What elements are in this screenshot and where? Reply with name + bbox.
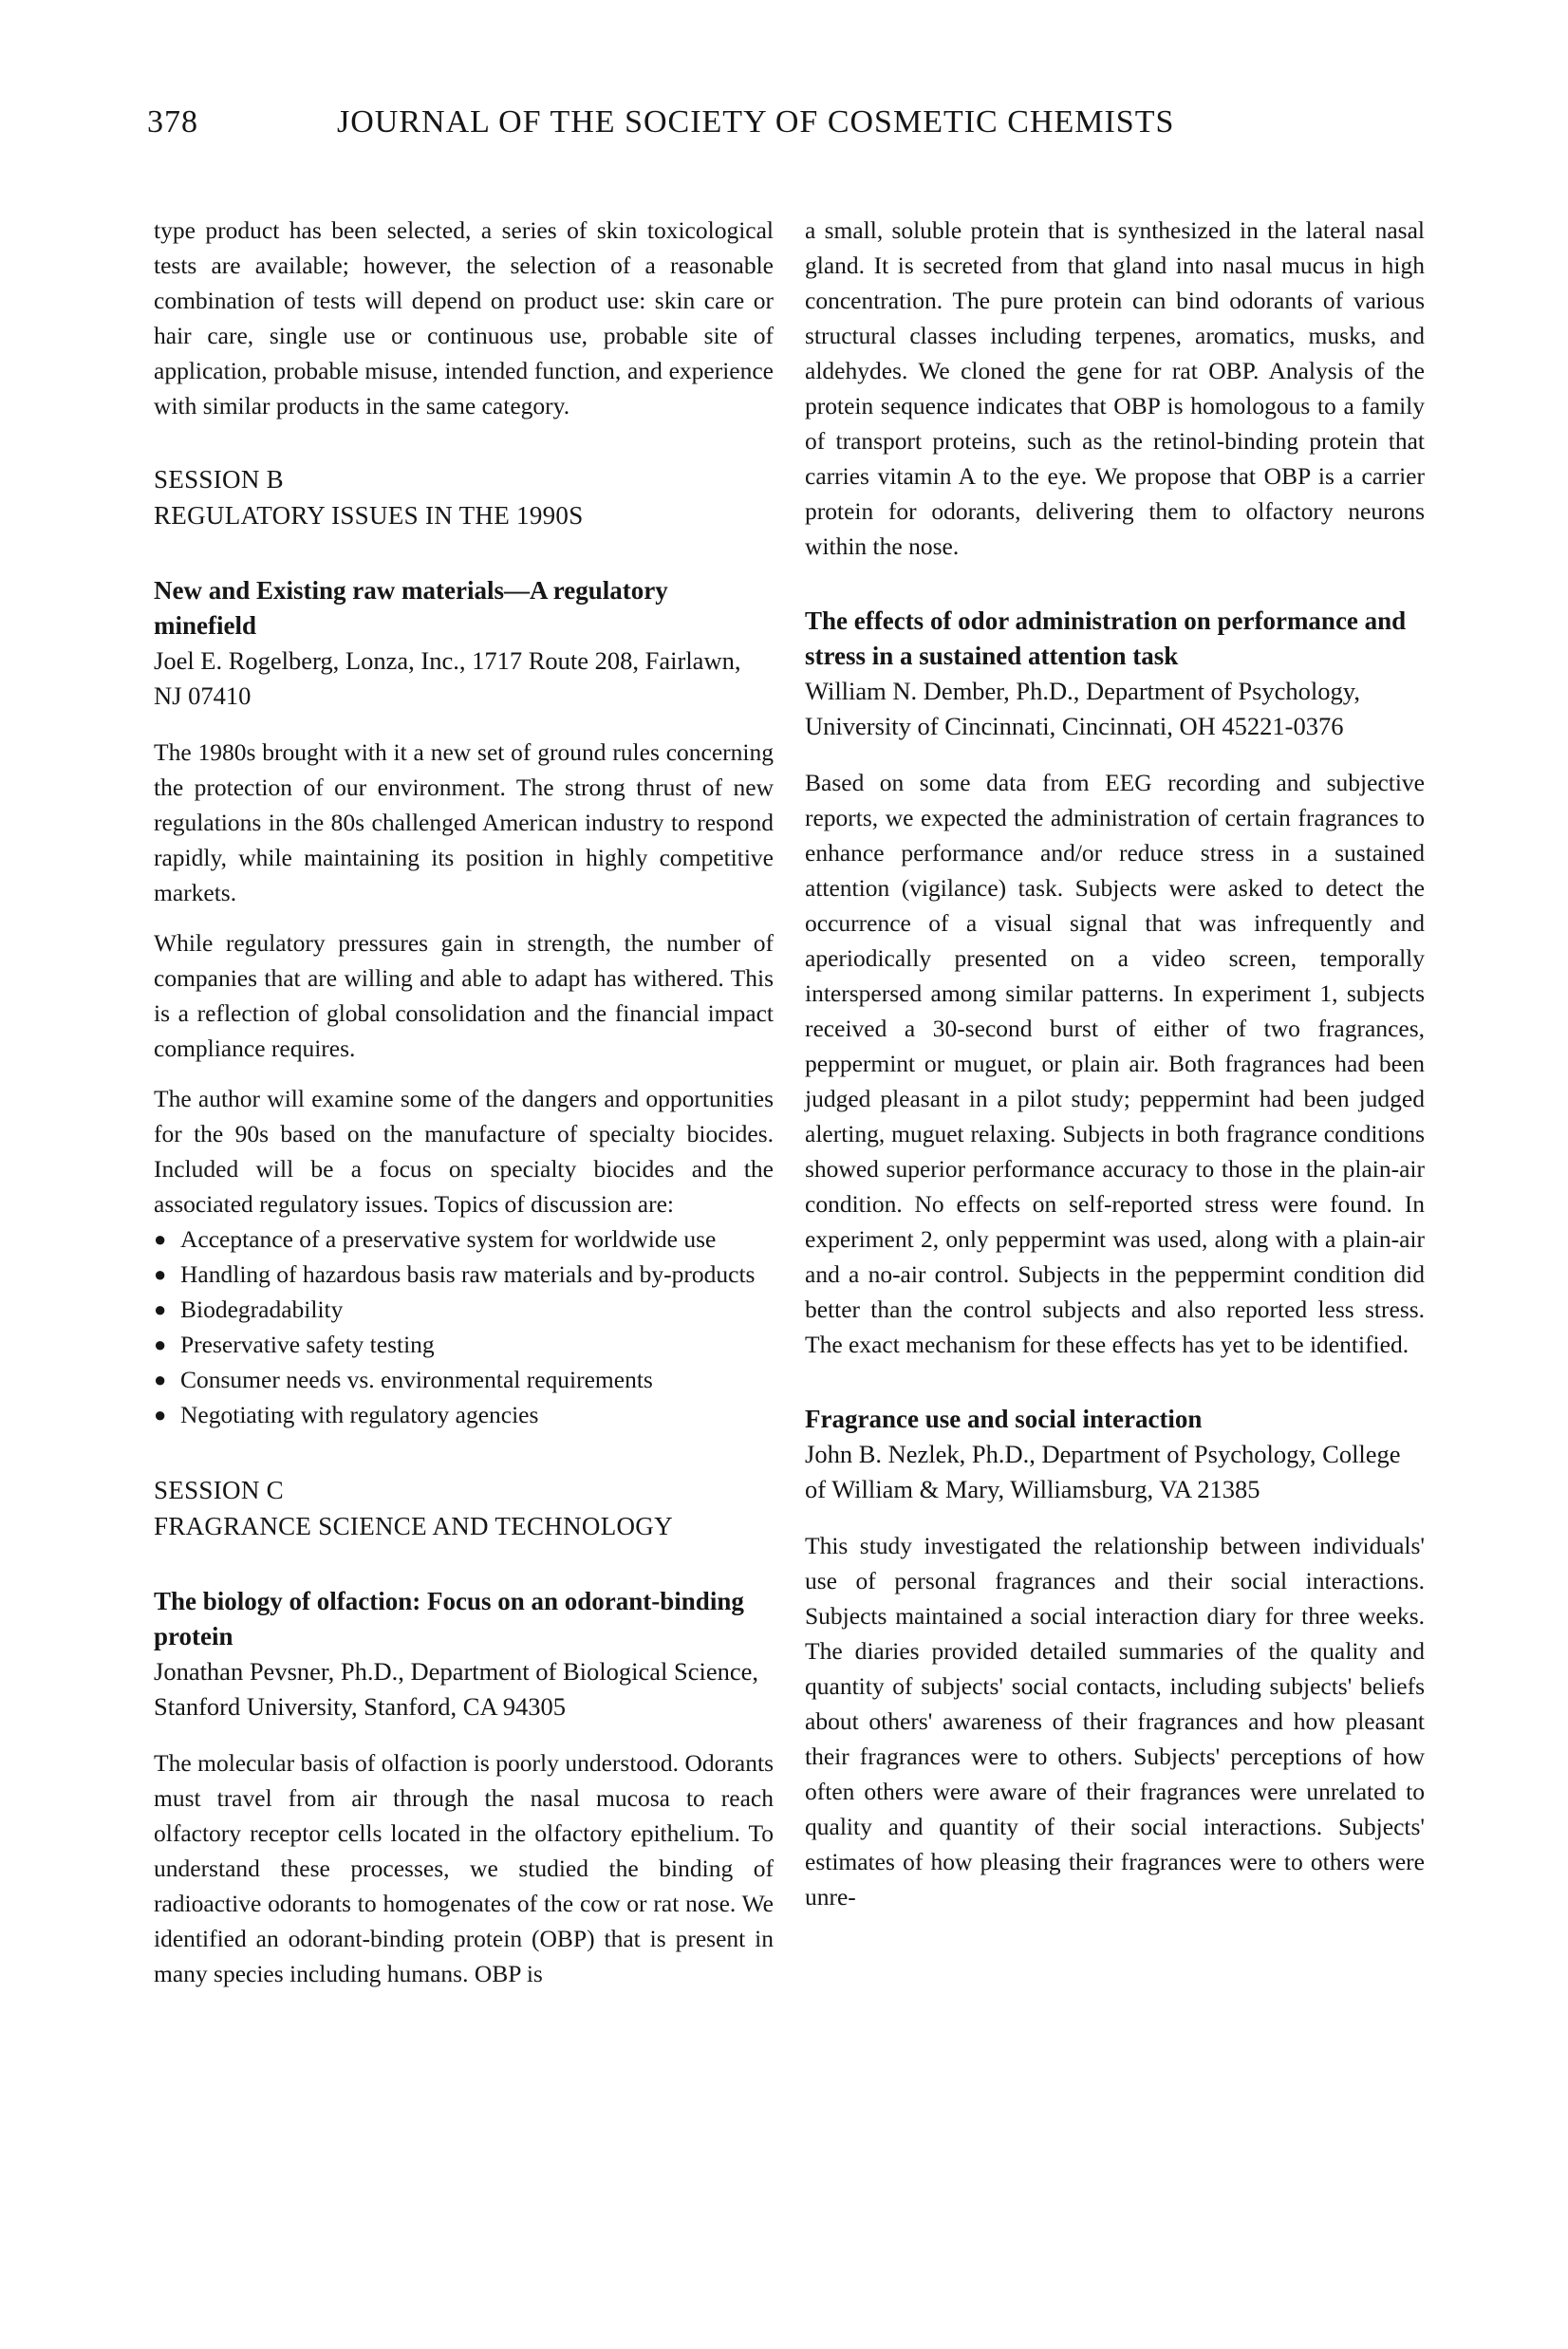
bullet-icon: ● — [154, 1262, 167, 1286]
article-odor-performance — [805, 604, 1425, 1362]
session-b-title: REGULATORY ISSUES IN THE 1990S — [154, 501, 584, 530]
topic-item: ● Consumer needs vs. environmental requirements — [154, 1362, 774, 1397]
article-title: New and Existing raw materials—A regulatory minefield — [154, 576, 668, 640]
article-paragraph: This study investigated the relationship between individuals' use of personal fragrances and their social interactions. Subjects maintained a social interaction diary for three weeks. The diaries provided detailed summaries of the quality and quantity of subjects' social contacts, including subjects' beliefs about others' awareness of their fragrances and how pleasant their fragrances were to others. Subjects' perceptions of how often others were aware of their fragrances were unrelated to quality and quantity of their social interactions. Subjects' estimates of how pleasing their fragrances were to others were unre- — [805, 1532, 1425, 1911]
session-c-label: SESSION C — [154, 1476, 284, 1504]
bullet-icon: ● — [154, 1297, 167, 1321]
right-column — [805, 213, 1425, 1914]
intro-paragraph: type product has been selected, a series of skin toxicological tests are available; however, the selection of a reasonable combination of tests will depend on product use: skin care or hair care, single use or continuous use, probable site of application, probable misuse, intended function, and experience with similar products in the same category. — [154, 216, 774, 419]
article-paragraph: While regulatory pressures gain in strength, the number of companies that are willing and able to adapt has withered. This is a reflection of global consolidation and the financial impact compliance requires. — [154, 929, 774, 1062]
page-number: 378 — [147, 104, 198, 140]
topic-item: ● Handling of hazardous basis raw materials and by-products — [154, 1257, 774, 1292]
bullet-icon: ● — [154, 1403, 167, 1426]
session-b-heading — [154, 461, 774, 533]
topic-item: ● Biodegradability — [154, 1292, 774, 1327]
bullet-icon: ● — [154, 1227, 167, 1251]
left-column — [154, 213, 774, 1991]
topic-item: ● Negotiating with regulatory agencies — [154, 1397, 774, 1432]
continuation-paragraph: a small, soluble protein that is synthesized in the lateral nasal gland. It is secreted from that gland into nasal mucus in high concentration. The pure protein can bind odorants of various structural classes including terpenes, aromatics, musks, and aldehydes. We cloned the gene for rat OBP. Analysis of the protein sequence indicates that OBP is homologous to a family of transport proteins, such as the retinol-binding protein that carries vitamin A to the eye. We propose that OBP is a carrier protein for odorants, delivering them to olfactory neurons within the nose. — [805, 216, 1425, 560]
article-author: John B. Nezlek, Ph.D., Department of Psychology, College of William & Mary, Williamsburg, VA 21385 — [805, 1440, 1401, 1503]
running-header — [147, 106, 1229, 139]
session-c-heading — [154, 1472, 774, 1544]
article-paragraph: The 1980s brought with it a new set of ground rules concerning the protection of our environment. The strong thrust of new regulations in the 80s challenged American industry to respond rapidly, while maintaining its position in highly competitive markets. — [154, 738, 774, 906]
topic-item: ● Acceptance of a preservative system for worldwide use — [154, 1221, 774, 1257]
article-fragrance-social — [805, 1402, 1425, 1914]
article-title: The effects of odor administration on performance and stress in a sustained attention task — [805, 606, 1407, 670]
journal-title: JOURNAL OF THE SOCIETY OF COSMETIC CHEMISTS — [337, 104, 1175, 140]
topic-item: ● Preservative safety testing — [154, 1327, 774, 1362]
article-title: Fragrance use and social interaction — [805, 1405, 1203, 1433]
article-author: Jonathan Pevsner, Ph.D., Department of Biological Science, Stanford University, Stanford, CA 94305 — [154, 1657, 758, 1721]
article-paragraph: Based on some data from EEG recording and subjective reports, we expected the administration of certain fragrances to enhance performance and/or reduce stress in a sustained attention (vigilance) task. Subjects were asked to detect the occurrence of a visual signal that was infrequently and aperiodically presented on a video screen, temporally interspersed among similar patterns. In experiment 1, subjects received a 30-second burst of either of two fragrances, peppermint or muguet, or plain air. Both fragrances had been judged pleasant in a pilot study; peppermint had been judged alerting, muguet relaxing. Subjects in both fragrance conditions showed superior performance accuracy to those in the plain-air condition. No effects on self-reported stress were found. In experiment 2, only peppermint was used, along with a plain-air and a no-air control. Subjects in the peppermint condition did better than the control subjects and also reported less stress. The exact mechanism for these effects has yet to be identified. — [805, 769, 1425, 1358]
article-paragraph: The molecular basis of olfaction is poorly understood. Odorants must travel from air through the nasal mucosa to reach olfactory receptor cells located in the olfactory epithelium. To understand these processes, we studied the binding of radioactive odorants to homogenates of the cow or rat nose. We identified an odorant-binding protein (OBP) that is present in many species including humans. OBP is — [154, 1749, 774, 1987]
article-author: William N. Dember, Ph.D., Department of Psychology, University of Cincinnati, Cincinnati, OH 45221-0376 — [805, 677, 1360, 740]
bullet-icon: ● — [154, 1368, 167, 1391]
article-paragraph: The author will examine some of the dangers and opportunities for the 90s based on the manufacture of specialty biocides. Included will be a focus on specialty biocides and the associated regulatory issues. Topics of discussion are: — [154, 1085, 774, 1218]
article-author: Joel E. Rogelberg, Lonza, Inc., 1717 Route 208, Fairlawn, NJ 07410 — [154, 646, 741, 710]
session-b-label: SESSION B — [154, 465, 284, 494]
article-title: The biology of olfaction: Focus on an odorant-binding protein — [154, 1587, 744, 1650]
article-olfaction — [154, 1584, 774, 1991]
article-regulatory-minefield — [154, 573, 774, 1432]
bullet-icon: ● — [154, 1333, 167, 1356]
session-c-title: FRAGRANCE SCIENCE AND TECHNOLOGY — [154, 1512, 673, 1540]
topics-list — [154, 1221, 774, 1432]
